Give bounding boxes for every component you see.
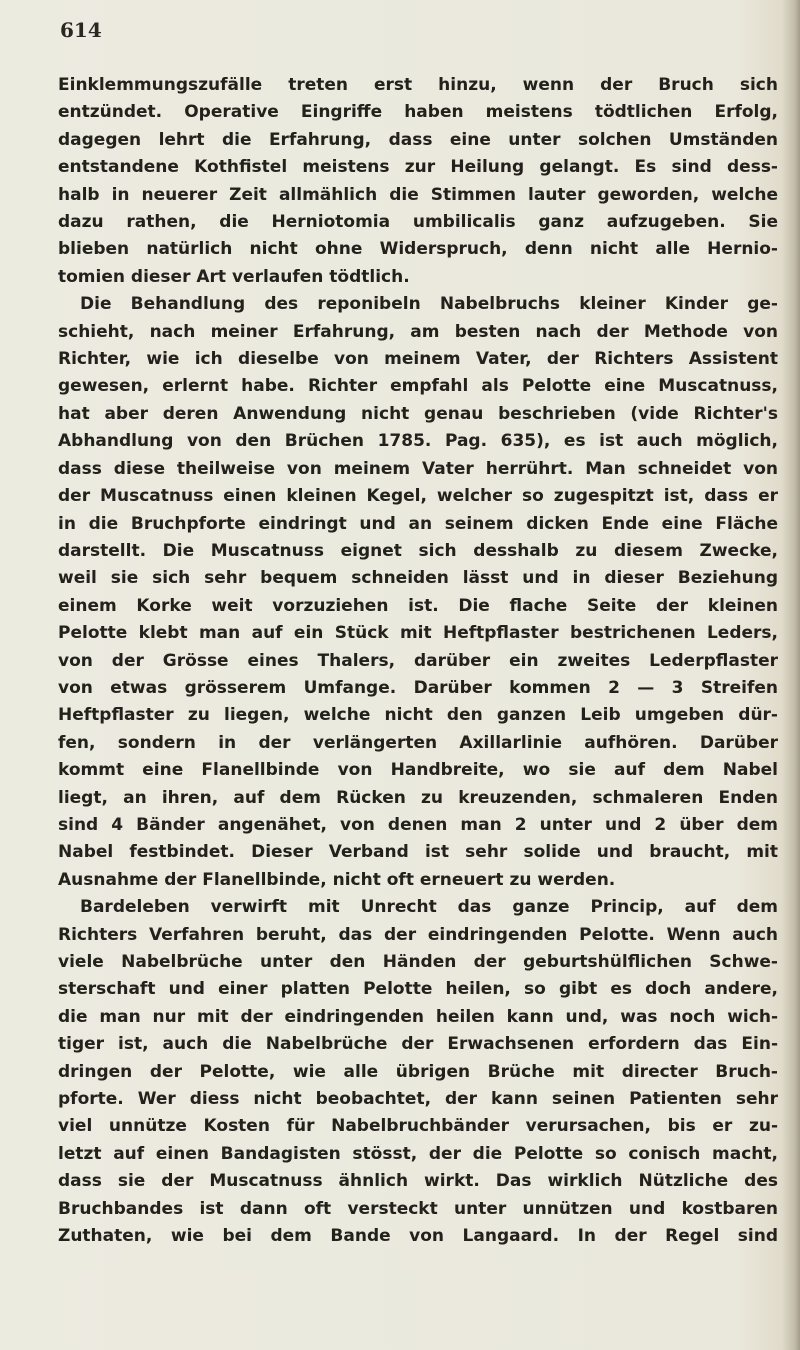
text-line: sterschaft und einer platten Pelotte heilen, so gibt es doch andere, <box>58 979 778 1000</box>
text-line: entzündet. Operative Eingriffe haben meistens tödtlichen Erfolg, <box>58 102 778 123</box>
text-line: dass sie der Muscatnuss ähnlich wirkt. Das wirklich Nützliche des <box>58 1171 778 1192</box>
page-edge-shadow <box>782 0 800 1350</box>
text-line: Pelotte klebt man auf ein Stück mit Heftpflaster bestrichenen Leders, <box>58 623 778 644</box>
text-line: Die Behandlung des reponibeln Nabelbruchs kleiner Kinder ge- <box>80 294 778 315</box>
body-text <box>58 72 778 1250</box>
text-line: tomien dieser Art verlaufen tödtlich. <box>58 266 410 287</box>
text-line: Richters Verfahren beruht, das der eindringenden Pelotte. Wenn auch <box>58 924 778 945</box>
text-line: Bruchbandes ist dann oft versteckt unter unnützen und kostbaren <box>58 1198 778 1219</box>
text-line: entstandene Kothfistel meistens zur Heilung gelangt. Es sind dess- <box>58 157 778 178</box>
text-line: viele Nabelbrüche unter den Händen der geburtshülflichen Schwe- <box>58 952 778 972</box>
text-line: dazu rathen, die Herniotomia umbilicalis ganz aufzugeben. Sie <box>58 212 778 233</box>
text-line: dass diese theilweise von meinem Vater herrührt. Man schneidet von <box>58 458 778 479</box>
text-line: kommt eine Flanellbinde von Handbreite, wo sie auf dem Nabel <box>58 760 778 781</box>
text-line: blieben natürlich nicht ohne Widerspruch, denn nicht alle Hernio- <box>58 239 778 260</box>
text-line: Nabel festbindet. Dieser Verband ist sehr solide und braucht, mit <box>58 842 778 863</box>
text-line: sind 4 Bänder angenähet, von denen man 2 unter und 2 über dem <box>58 814 778 835</box>
text-line: schieht, nach meiner Erfahrung, am besten nach der Methode von <box>58 321 778 342</box>
text-line: pforte. Wer diess nicht beobachtet, der kann seinen Patienten sehr <box>58 1089 778 1110</box>
text-line: hat aber deren Anwendung nicht genau beschrieben (vide Richter's <box>58 403 778 424</box>
text-line: tiger ist, auch die Nabelbrüche der Erwachsenen erfordern das Ein- <box>58 1034 778 1055</box>
text-line: viel unnütze Kosten für Nabelbruchbänder verursachen, bis er zu- <box>58 1116 778 1137</box>
text-line: liegt, an ihren, auf dem Rücken zu kreuzenden, schmaleren Enden <box>58 787 778 808</box>
text-line: Einklemmungszufälle treten erst hinzu, wenn der Bruch sich <box>58 75 778 95</box>
text-line: Richter, wie ich dieselbe von meinem Vater, der Richters Assistent <box>58 349 778 370</box>
text-line: weil sie sich sehr bequem schneiden lässt und in dieser Beziehung <box>58 568 778 589</box>
text-line: einem Korke weit vorzuziehen ist. Die flache Seite der kleinen <box>58 595 778 616</box>
text-line: gewesen, erlernt habe. Richter empfahl als Pelotte eine Muscatnuss, <box>58 376 778 397</box>
text-line: darstellt. Die Muscatnuss eignet sich desshalb zu diesem Zwecke, <box>58 540 778 561</box>
text-line: Heftpflaster zu liegen, welche nicht den ganzen Leib umgeben dür- <box>58 705 778 726</box>
text-line: dringen der Pelotte, wie alle übrigen Brüche mit directer Bruch- <box>58 1061 778 1082</box>
text-line: die man nur mit der eindringenden heilen kann und, was noch wich- <box>58 1006 778 1027</box>
text-line: dagegen lehrt die Erfahrung, dass eine unter solchen Umständen <box>58 129 778 150</box>
text-line: von der Grösse eines Thalers, darüber ein zweites Lederpflaster <box>58 650 778 671</box>
text-line: halb in neuerer Zeit allmählich die Stimmen lauter geworden, welche <box>58 184 778 205</box>
page-number: 614 <box>60 18 102 42</box>
text-line: der Muscatnuss einen kleinen Kegel, welcher so zugespitzt ist, dass er <box>58 486 778 507</box>
text-line: Ausnahme der Flanellbinde, nicht oft erneuert zu werden. <box>58 869 616 890</box>
text-line: Bardeleben verwirft mit Unrecht das ganze Princip, auf dem <box>80 897 778 918</box>
text-line: in die Bruchpforte eindringt und an seinem dicken Ende eine Fläche <box>58 513 778 534</box>
text-line: Abhandlung von den Brüchen 1785. Pag. 635), es ist auch möglich, <box>58 431 778 452</box>
text-line: fen, sondern in der verlängerten Axillarlinie aufhören. Darüber <box>58 732 778 753</box>
text-line: von etwas grösserem Umfange. Darüber kommen 2 — 3 Streifen <box>58 677 778 698</box>
text-line: letzt auf einen Bandagisten stösst, der die Pelotte so conisch macht, <box>58 1143 778 1164</box>
text-line: Zuthaten, wie bei dem Bande von Langaard. In der Regel sind <box>58 1226 778 1247</box>
